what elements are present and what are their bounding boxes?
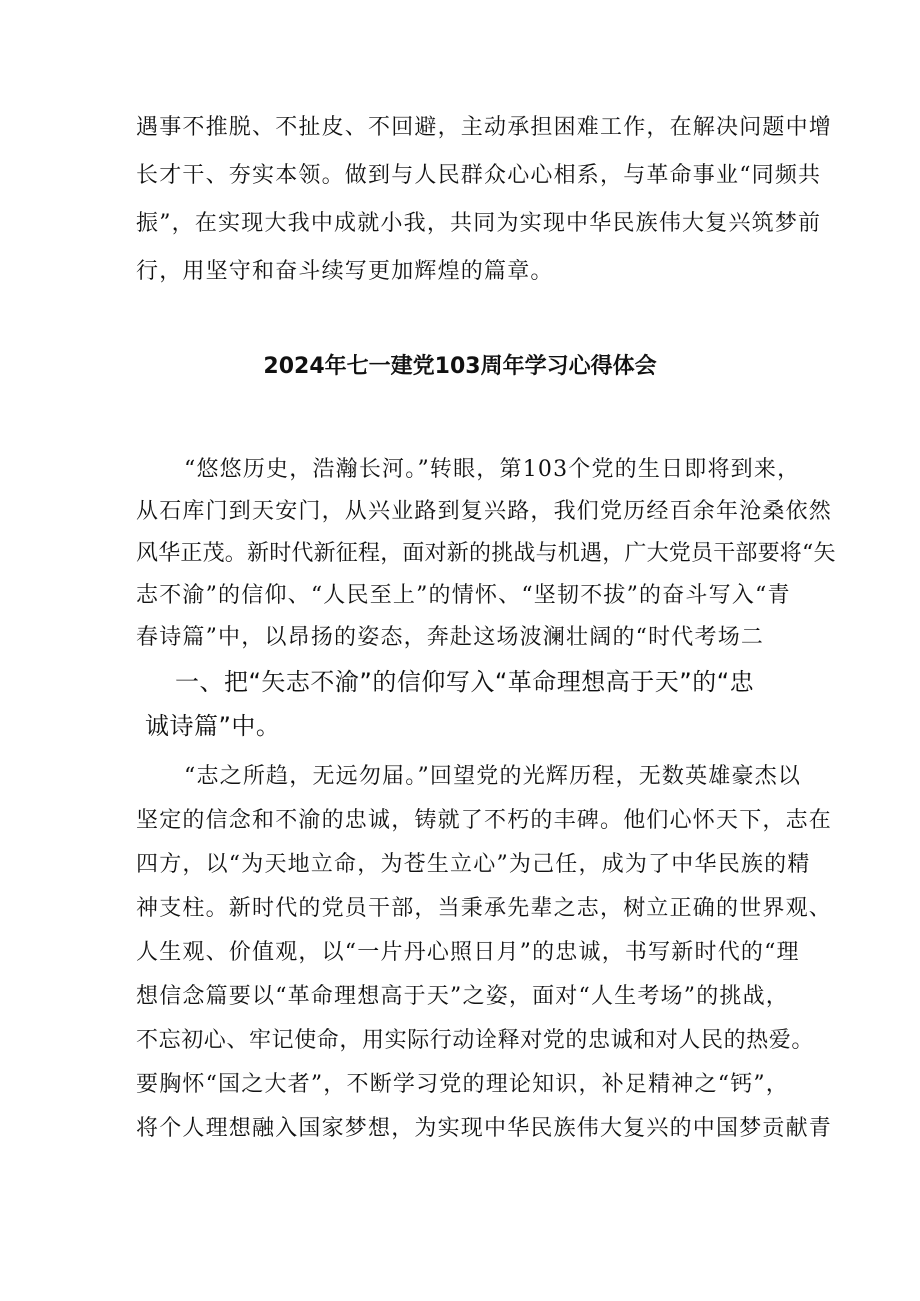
paragraph2-line: 神支柱。新时代的党员干部，当秉承先辈之志，树立正确的世界观、 bbox=[136, 896, 833, 921]
paragraph2-line: 要胸怀“国之大者”，不断学习党的理论知识，补足精神之“钙”， bbox=[136, 1072, 789, 1097]
intro-line: 振”，在实现大我中成就小我，共同为实现中华民族伟大复兴筑梦前 bbox=[136, 211, 822, 236]
paragraph1-line: 春诗篇”中，以昂扬的姿态，奔赴这场波澜壮阔的“时代考场二 bbox=[136, 625, 765, 650]
paragraph1-line: 从石库门到天安门，从兴业路到复兴路，我们党历经百余年沧桑依然 bbox=[136, 499, 833, 524]
paragraph1-line: 志不渝”的信仰、“人民至上”的情怀、“坚韧不拔”的奋斗写入“青 bbox=[136, 583, 791, 608]
paragraph2-line: 想信念篇要以“革命理想高于天”之姿，面对“人生考场”的挑战， bbox=[136, 984, 789, 1009]
paragraph2-line: 坚定的信念和不渝的忠诚，铸就了不朽的丰碑。他们心怀天下，志在 bbox=[136, 808, 833, 833]
section-heading-line: 一、把“矢志不渝”的信仰写入“革命理想高于天”的“忠 bbox=[175, 668, 755, 696]
paragraph2-line: 不忘初心、牢记使命，用实际行动诠释对党的忠诚和对人民的热爱。 bbox=[136, 1028, 815, 1053]
paragraph2-line: 人生观、价值观，以“一片丹心照日月”的忠诚，书写新时代的“理 bbox=[136, 940, 800, 965]
intro-line: 长才干、夯实本领。做到与人民群众心心相系，与革命事业“同频共 bbox=[136, 163, 822, 188]
paragraph2-line: “志之所趋，无远勿届。”回望党的光辉历程，无数英雄豪杰以 bbox=[184, 764, 802, 789]
paragraph1-line: “悠悠历史，浩瀚长河。”转眼，第103个党的生日即将到来， bbox=[184, 457, 801, 482]
paragraph2-line: 四方，以“为天地立命，为苍生立心”为己任，成为了中华民族的精 bbox=[136, 852, 811, 877]
paragraph1-line: 风华正茂。新时代新征程，面对新的挑战与机遇，广大党员干部要将“矢 bbox=[136, 541, 836, 566]
document-title: 2024年七一建党103周年学习心得体会 bbox=[263, 354, 657, 379]
paragraph2-line: 将个人理想融入国家梦想，为实现中华民族伟大复兴的中国梦贡献青 bbox=[136, 1116, 833, 1141]
section-heading-line: 诚诗篇”中。 bbox=[145, 712, 281, 740]
intro-line: 行，用坚守和奋斗续写更加辉煌的篇章。 bbox=[136, 259, 554, 284]
intro-line: 遇事不推脱、不扯皮、不回避，主动承担困难工作，在解决问题中增 bbox=[136, 115, 833, 140]
